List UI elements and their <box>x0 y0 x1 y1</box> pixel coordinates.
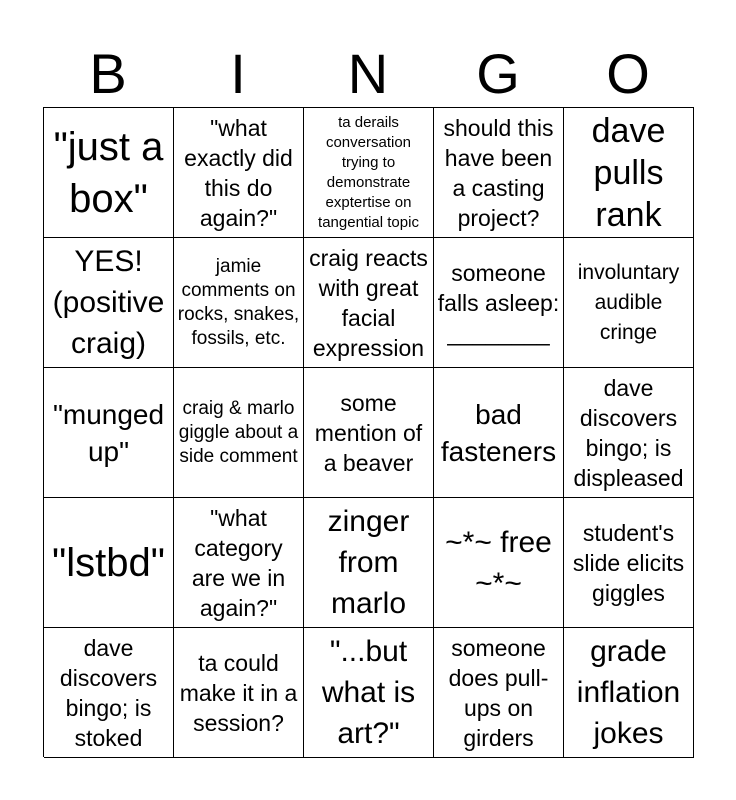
bingo-cell <box>174 368 304 498</box>
bingo-cell-text: "what exactly did this do again?" <box>184 114 293 231</box>
bingo-cell <box>304 368 434 498</box>
header-letter-g: G <box>476 42 520 105</box>
bingo-cell <box>434 238 564 368</box>
bingo-cell <box>304 498 434 628</box>
bingo-cell <box>304 628 434 758</box>
bingo-cell-text: dave discovers bingo; is displeased <box>573 374 684 491</box>
bingo-cell <box>174 238 304 368</box>
bingo-board <box>43 107 694 757</box>
bingo-cell <box>44 108 174 238</box>
free-space-text: ~*~ free ~*~ <box>445 525 552 600</box>
bingo-cell <box>564 498 694 628</box>
bingo-cell <box>44 628 174 758</box>
bingo-cell-text: should this have been a casting project? <box>443 114 554 231</box>
bingo-cell <box>44 238 174 368</box>
bingo-cell <box>44 368 174 498</box>
free-space-cell <box>434 498 564 628</box>
bingo-cell-text: ta derails conversation trying to demonstrate exptertise on tangential topic <box>318 113 419 231</box>
bingo-cell-text: some mention of a beaver <box>314 389 423 476</box>
bingo-cell-text: ta could make it in a session? <box>179 649 298 736</box>
header-letter-n: N <box>347 42 389 105</box>
bingo-cell <box>304 108 434 238</box>
bingo-cell <box>564 238 694 368</box>
header-letter-b: B <box>89 42 127 105</box>
header-letter-o: O <box>606 42 650 105</box>
bingo-cell-text: "munged up" <box>52 398 165 467</box>
bingo-cell <box>434 368 564 498</box>
bingo-header <box>43 42 693 106</box>
bingo-cell-text: "lstbd" <box>52 540 165 585</box>
bingo-cell <box>174 628 304 758</box>
bingo-cell-text: bad fasteners <box>440 398 557 467</box>
bingo-cell-text: craig & marlo giggle about a side comment <box>178 397 299 467</box>
bingo-cell-text: student's slide elicits giggles <box>572 519 685 606</box>
bingo-cell-text: "just a box" <box>53 124 164 221</box>
bingo-cell <box>434 108 564 238</box>
bingo-cell-text: jamie comments on rocks, snakes, fossils, etc. <box>177 255 300 349</box>
header-letter-i: I <box>230 42 246 105</box>
bingo-cell-text: someone does pull-ups on girders <box>448 634 549 751</box>
bingo-cell <box>564 628 694 758</box>
bingo-cell-text: dave discovers bingo; is stoked <box>59 634 158 751</box>
bingo-cell <box>564 108 694 238</box>
bingo-cell-text: grade inflation jokes <box>576 635 681 750</box>
bingo-cell-text: "what category are we in again?" <box>191 504 286 621</box>
bingo-cell <box>304 238 434 368</box>
bingo-cell-text: someone falls asleep: ________ <box>437 259 560 346</box>
bingo-cell-text: "...but what is art?" <box>321 635 416 750</box>
bingo-cell-text: YES! (positive craig) <box>52 245 165 360</box>
bingo-cell <box>174 498 304 628</box>
bingo-cell-text: involuntary audible cringe <box>577 260 680 344</box>
bingo-cell-text: craig reacts with great facial expression <box>309 244 428 361</box>
bingo-cell-text: zinger from marlo <box>327 505 410 620</box>
bingo-cell <box>174 108 304 238</box>
bingo-cell-text: dave pulls rank <box>591 111 666 234</box>
bingo-cell <box>434 628 564 758</box>
bingo-cell <box>44 498 174 628</box>
bingo-cell <box>564 368 694 498</box>
